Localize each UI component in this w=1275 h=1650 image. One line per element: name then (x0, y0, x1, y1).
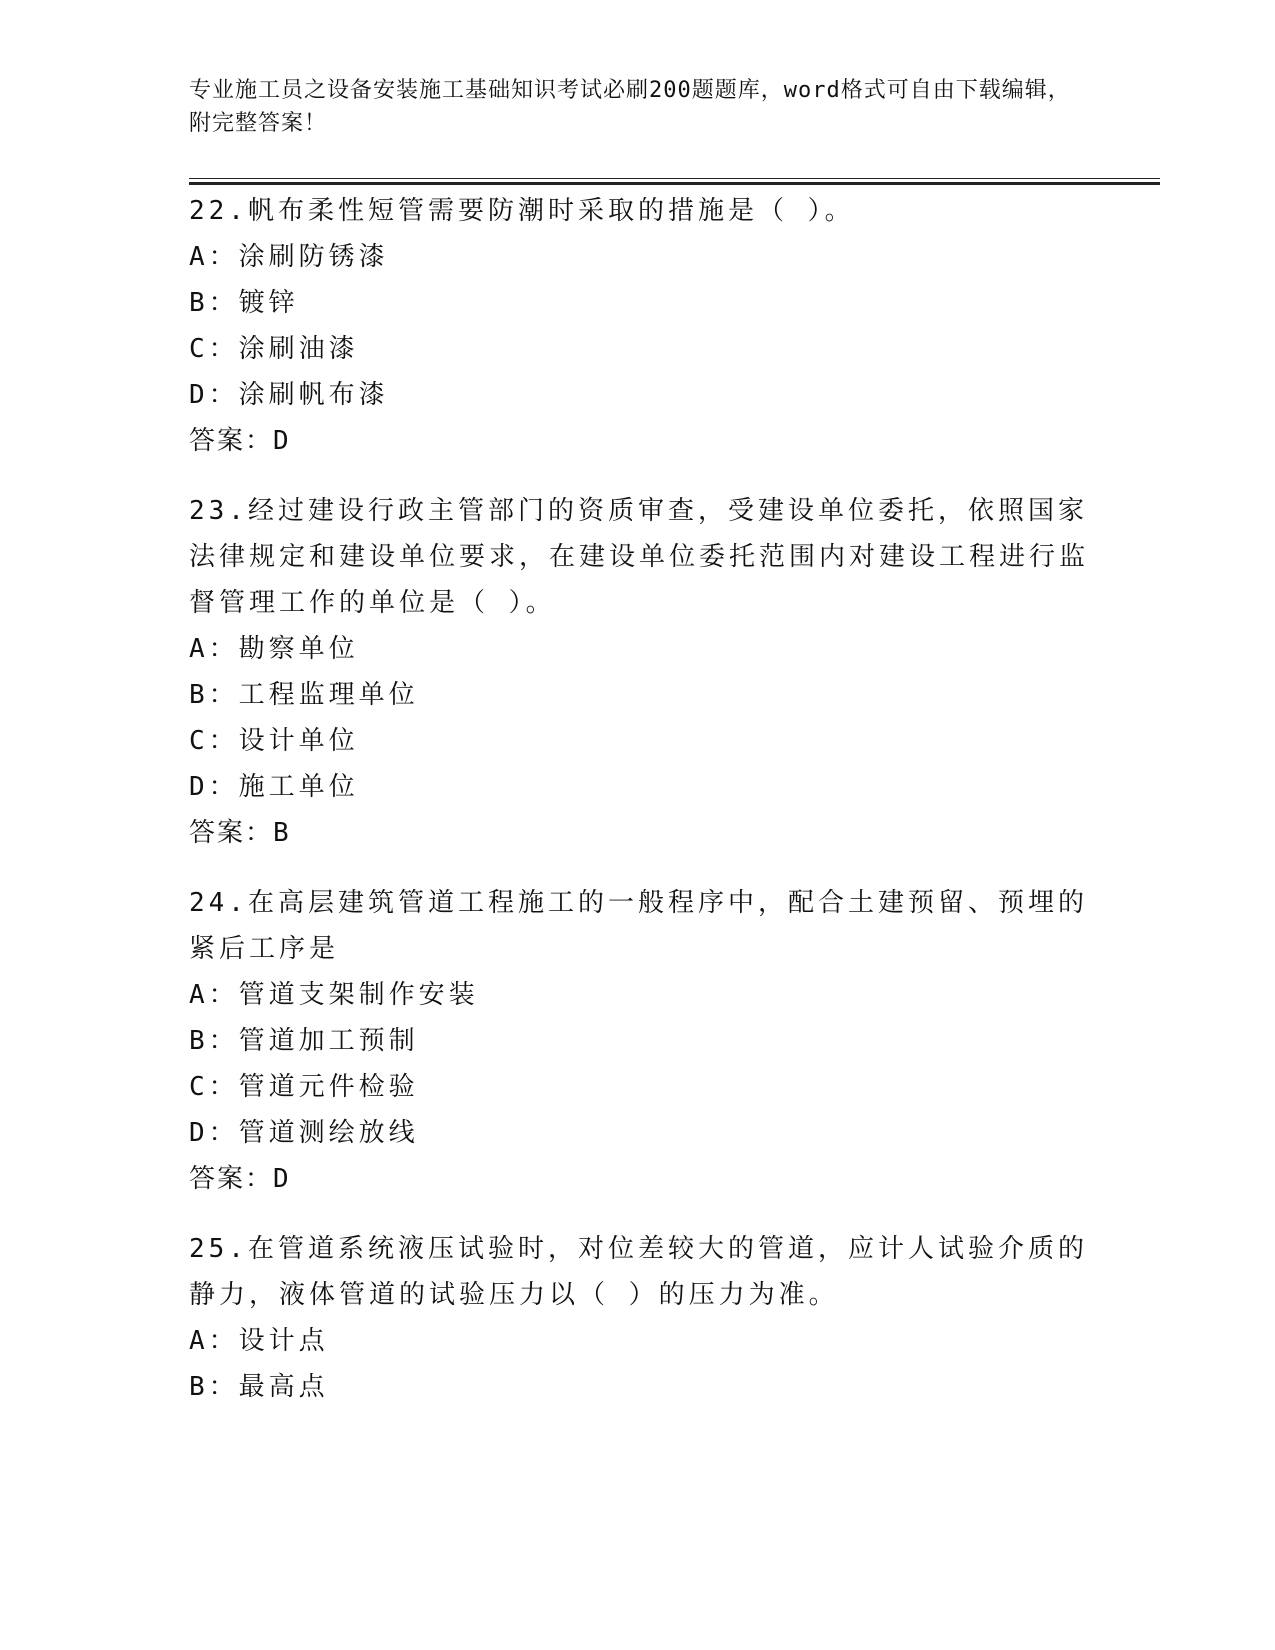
option-c: C：设计单位 (189, 726, 359, 756)
option-a: A：设计点 (189, 1326, 329, 1356)
option-c: C：涂刷油漆 (189, 334, 359, 364)
question-stem: 24.在高层建筑管道工程施工的一般程序中，配合土建预留、预埋的紧后工序是 (189, 888, 1088, 964)
option-b: B：管道加工预制 (189, 1026, 419, 1056)
document-header: 专业施工员之设备安装施工基础知识考试必刷200题题库，word格式可自由下载编辑，附完整答案！ (189, 78, 1071, 136)
header-divider-thick (189, 182, 1160, 185)
option-a: A：勘察单位 (189, 634, 359, 664)
question-25 (189, 1226, 1089, 1410)
answer-label: 答案：D (189, 1164, 291, 1194)
option-b: B：工程监理单位 (189, 680, 419, 710)
option-a: A：管道支架制作安装 (189, 980, 479, 1010)
answer-label: 答案：D (189, 426, 291, 456)
question-23 (189, 488, 1089, 856)
question-stem: 23.经过建设行政主管部门的资质审查，受建设单位委托，依照国家法律规定和建设单位要求，在建设单位委托范围内对建设工程进行监督管理工作的单位是（ ）。 (189, 496, 1090, 618)
question-22 (189, 188, 1089, 464)
question-list (189, 188, 1089, 1434)
question-stem: 25.在管道系统液压试验时，对位差较大的管道，应计人试验介质的静力，液体管道的试验压力以（ ）的压力为准。 (189, 1234, 1088, 1310)
option-d: D：管道测绘放线 (189, 1118, 419, 1148)
option-b: B：镀锌 (189, 288, 299, 318)
option-c: C：管道元件检验 (189, 1072, 419, 1102)
option-b: B：最高点 (189, 1372, 329, 1402)
answer-label: 答案：B (189, 818, 291, 848)
option-d: D：施工单位 (189, 772, 359, 802)
question-24 (189, 880, 1089, 1202)
option-a: A：涂刷防锈漆 (189, 242, 389, 272)
option-d: D：涂刷帆布漆 (189, 380, 389, 410)
question-stem: 22.帆布柔性短管需要防潮时采取的措施是（ ）。 (189, 196, 855, 226)
header-divider-thin (189, 178, 1160, 179)
